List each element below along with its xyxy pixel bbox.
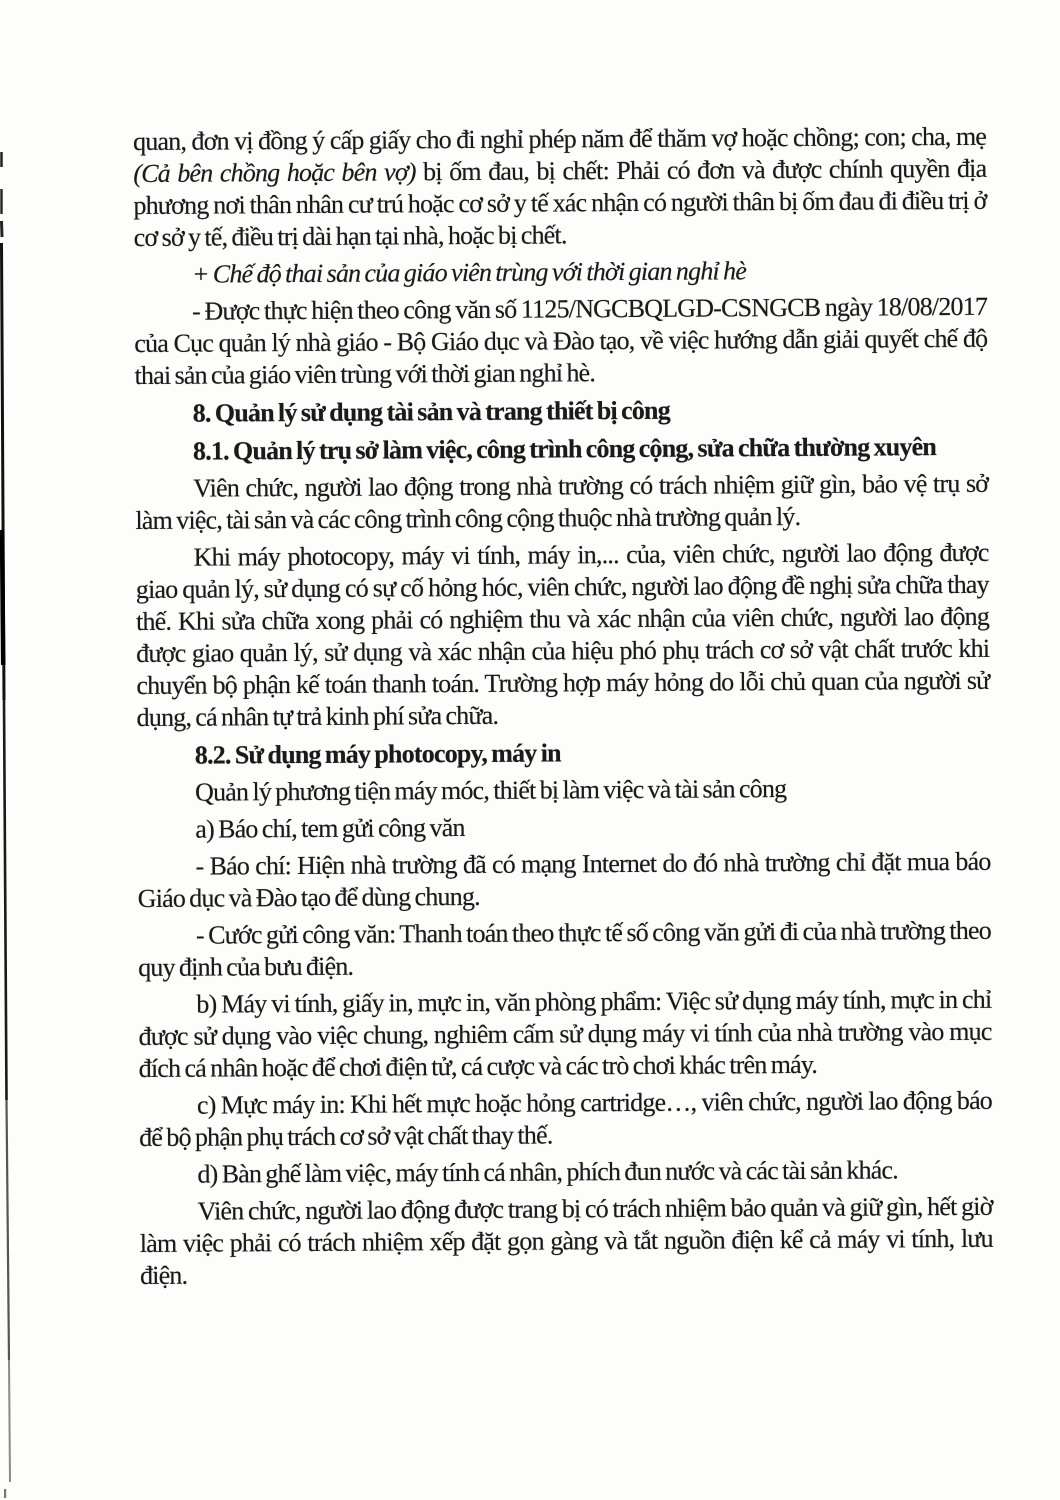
paragraph-premises-responsibility [135,468,988,537]
text-run: - Báo chí: Hiện nhà trường đã có mạng Internet do đó nhà trường chỉ đặt mua báo Giáo dục và Đào tạo để dùng chung. [137,846,991,913]
text-run: 8. Quản lý sử dụng tài sản và trang thiết bị công [192,395,670,428]
text-run: - Được thực hiện theo công văn số 1125/NGCBQLGD-CSNGCB ngày 18/08/2017 của Cục quản lý nhà giáo - Bộ Giáo dục và Đào tạo, về việc hướng dẫn giải quyết chế độ thai sản của giáo viên trùng với thời gian nghỉ hè. [134,291,988,390]
list-item-b-computers [138,984,992,1085]
paragraph-newspapers-detail [137,846,990,915]
text-run: a) Báo chí, tem gửi công văn [195,812,465,844]
paragraph-maternity-circular [134,291,988,392]
text-run: b) Máy vi tính, giấy in, mực in, văn phòng phẩm: Việc sử dụng máy tính, mực in chỉ được sử dụng vào việc chung, nghiêm cấm sử dụng máy vi tính của nhà trường vào mục đích cá nhân hoặc để chơi điện tử, cá cược và các trò chơi khác trên máy. [138,984,992,1083]
text-run: 8.2. Sử dụng máy photocopy, máy in [194,738,561,770]
text-run: bị ốm đau, bị chết: Phải có đơn và được chính quyền địa phương nơi thân nhân cư trú hoặc cơ sở y tế xác nhận có người thân bị ốm đau đi điều trị ở cơ sở y tế, điều trị dài hạn tại nhà, hoặc bị chết. [133,153,987,252]
list-item-d-furniture [139,1154,992,1191]
text-run: 8.1. Quản lý trụ sở làm việc, công trình công cộng, sửa chữa thường xuyên [192,432,937,466]
paragraph-continued-leave-policy [133,121,987,254]
subheading-maternity-regime [134,254,987,291]
heading-section-8 [135,393,988,430]
text-run: Viên chức, người lao động trong nhà trường có trách nhiệm giữ gìn, bảo vệ trụ sở làm việc, tài sản và các công trình công cộng thuộc nhà trường quản lý. [135,468,989,535]
text-run: + Chế độ thai sản của giáo viên trùng với thời gian nghỉ hè [191,256,747,289]
text-run: quan, đơn vị đồng ý cấp giấy cho đi nghỉ phép năm để thăm vợ hoặc chồng; con; cha, mẹ [133,121,987,156]
paragraph-equipment-care [140,1191,994,1292]
list-item-c-printer-ink [139,1085,992,1154]
document-text [133,121,993,1297]
paragraph-equipment-repair [136,537,990,734]
heading-section-8-2 [137,735,990,772]
text-run: - Cước gửi công văn: Thanh toán theo thực tế số công văn gửi đi của nhà trường theo quy định của bưu điện. [138,915,992,982]
list-item-a-newspapers [137,809,990,846]
text-run: Viên chức, người lao động được trang bị có trách nhiệm bảo quản và giữ gìn, hết giờ làm việc phải có trách nhiệm xếp đặt gọn gàng và tắt nguồn điện kể cả máy vi tính, lưu điện. [139,1191,993,1290]
paragraph-postage-detail [138,915,991,984]
paragraph-asset-management-intro [137,772,990,809]
text-run: d) Bàn ghế làm việc, máy tính cá nhân, phích đun nước và các tài sản khác. [197,1155,899,1189]
text-run: c) Mực máy in: Khi hết mực hoặc hỏng cartridge…, viên chức, người lao động báo để bộ phận phụ trách cơ sở vật chất thay thế. [139,1085,993,1152]
heading-section-8-1 [135,431,988,468]
text-run: Khi máy photocopy, máy vi tính, máy in,... của, viên chức, người lao động được giao quản lý, sử dụng có sự cố hỏng hóc, viên chức, người lao động đề nghị sửa chữa thay thế. Khi sửa chữa xong phải có nghiệm thu và xác nhận của viên chức, người lao động được giao quản lý, sử dụng và xác nhận của hiệu phó phụ trách cơ sở vật chất trước khi chuyển bộ phận kế toán thanh toán. Trường hợp máy hỏng do lỗi chủ quan của người sử dụng, cá nhân tự trả kinh phí sửa chữa. [135,537,990,732]
text-run: Quản lý phương tiện máy móc, thiết bị làm việc và tài sản công [194,774,787,807]
text-run: (Cả bên chồng hoặc bên vợ) [133,157,416,188]
scan-edge-artifact [0,0,24,1500]
